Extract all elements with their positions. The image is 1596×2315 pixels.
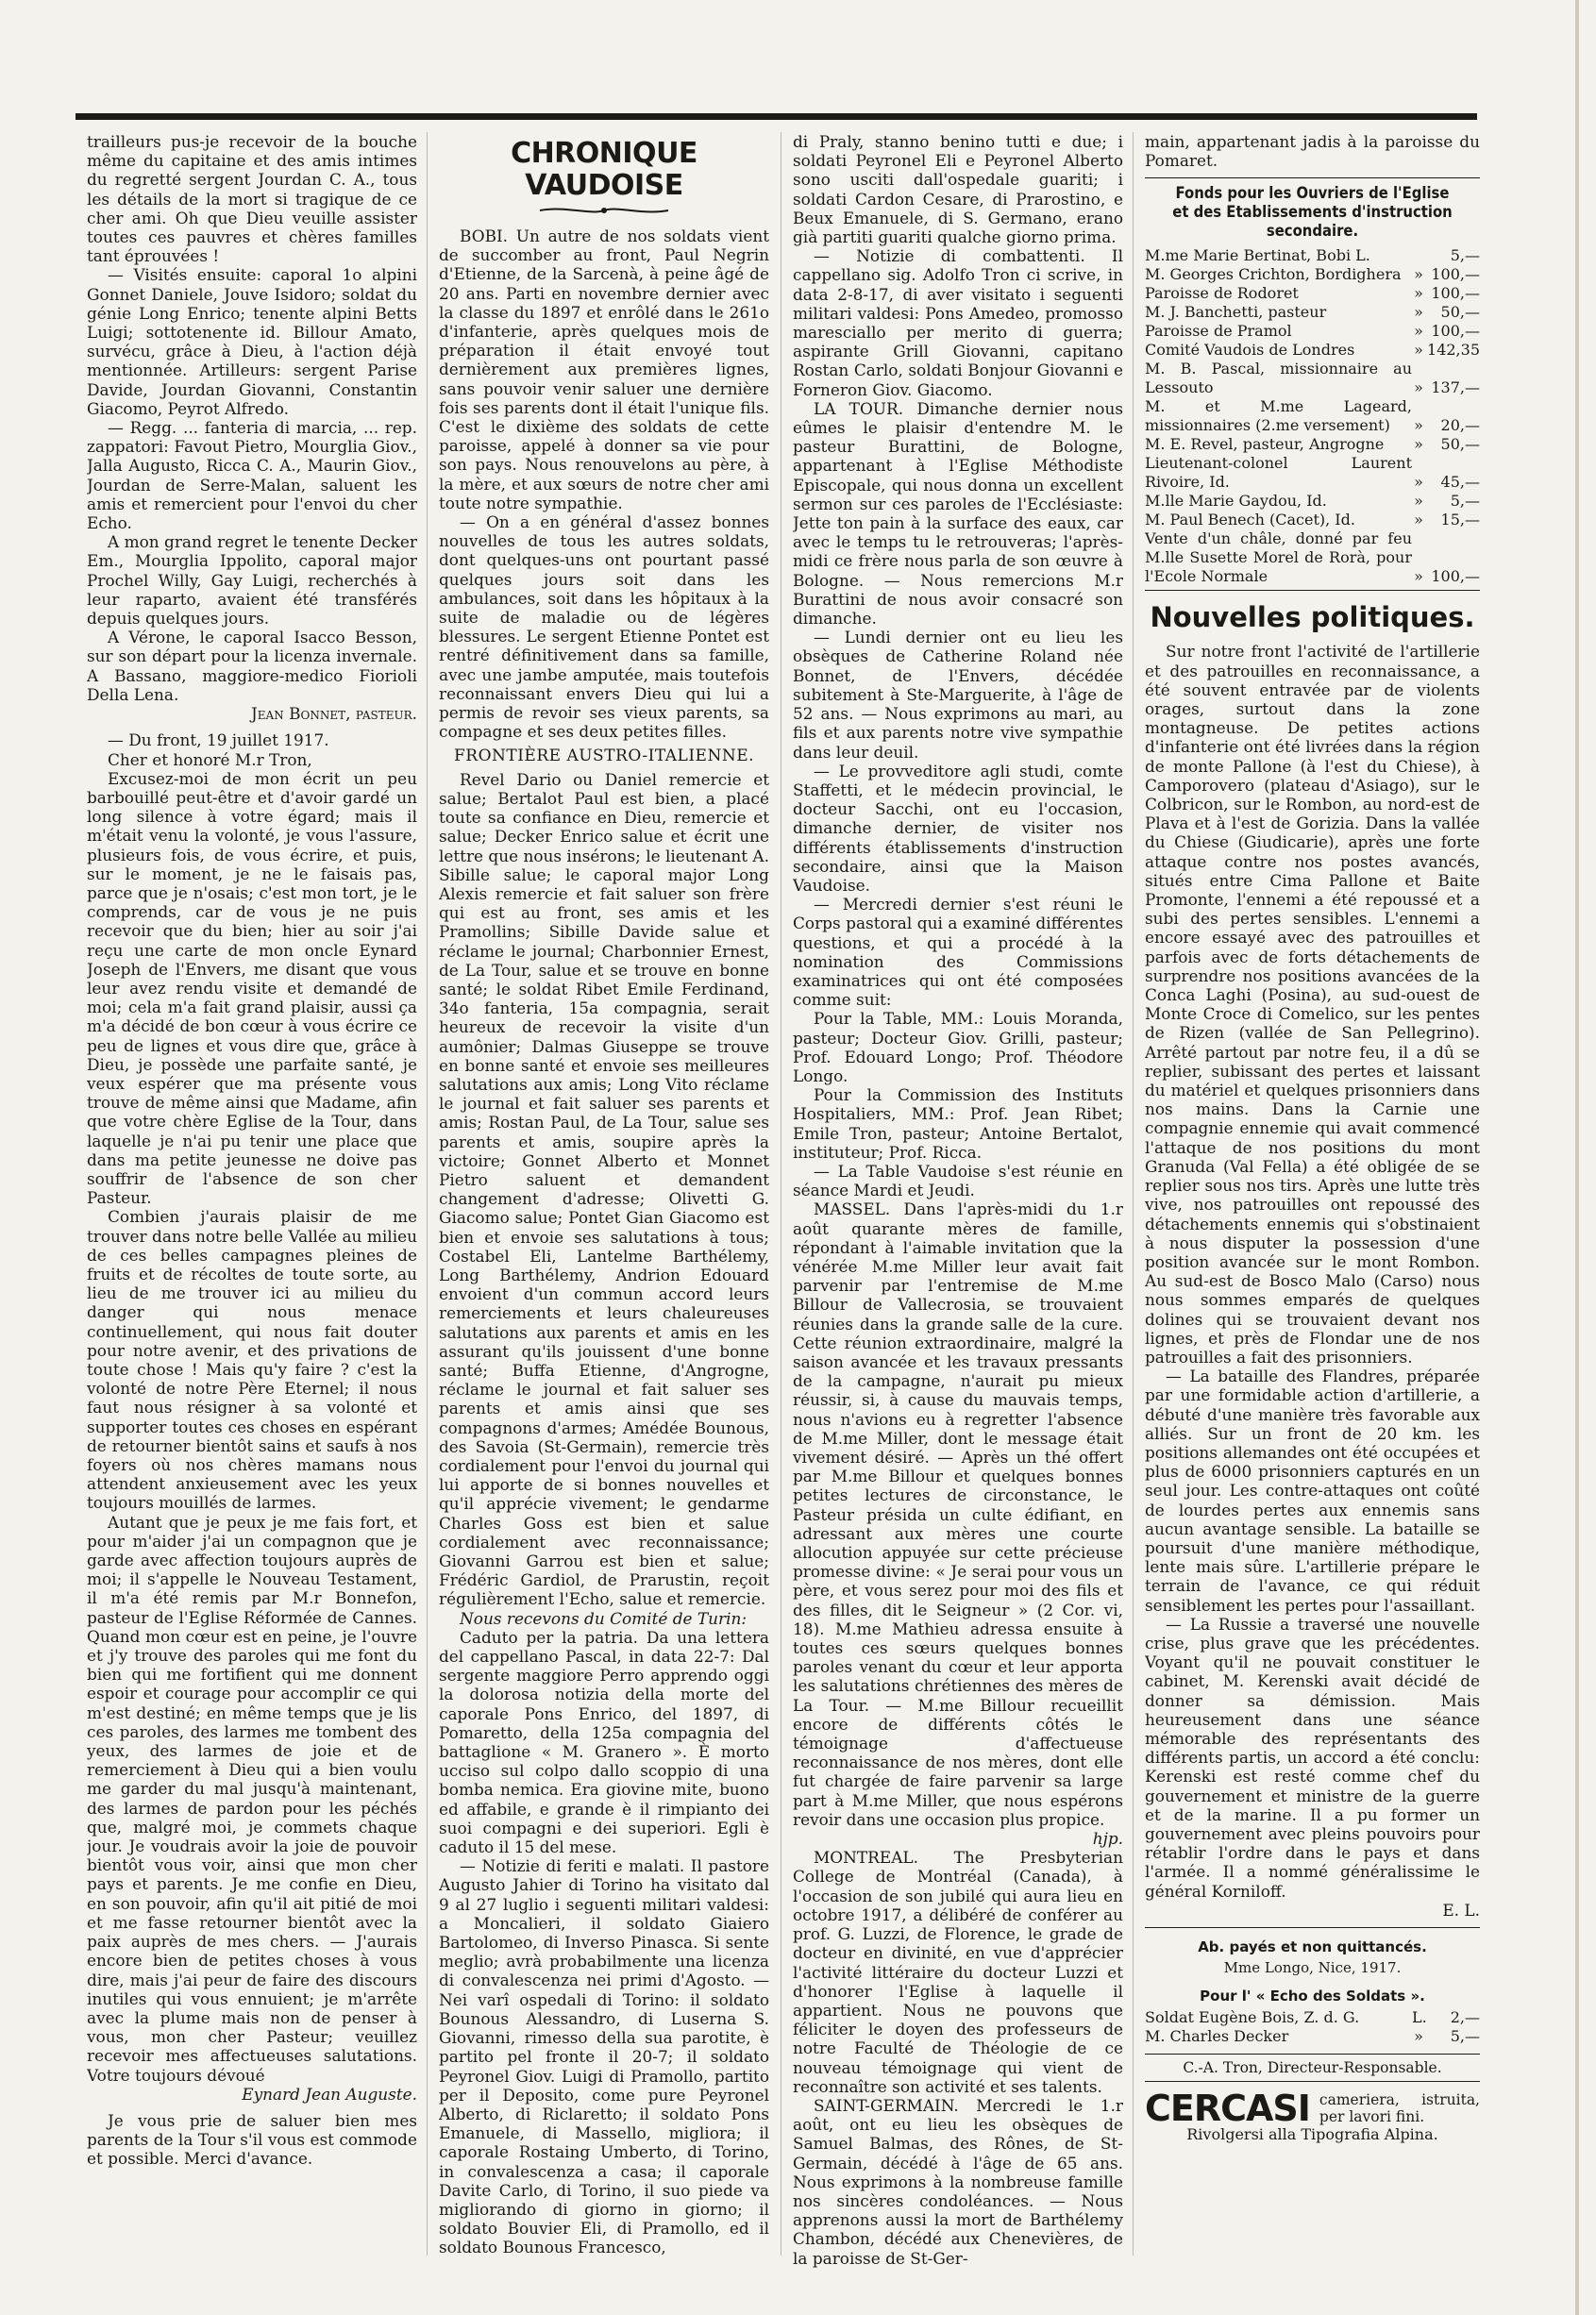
item-name: M.me Marie Bertinat, Bobi L. — [1145, 246, 1370, 265]
paragraph: — Le provveditore agli studi, comte Staffetti, et le médecin provincial, le docteur Sacchi, ont eu l'occasion, dimanche dernier, de visiter nos différents établissements d'instruction secondaire, ainsi que la Maison Vaudoise. — [793, 761, 1123, 895]
subscriptions-line: Mme Longo, Nice, 1917. — [1223, 1959, 1402, 1977]
column-divider — [427, 132, 428, 2256]
list-item — [1145, 284, 1480, 303]
fund-list — [1145, 246, 1480, 586]
list-item — [1145, 492, 1480, 511]
item-amount: 5,— — [1450, 2026, 1480, 2045]
list-item — [1145, 397, 1480, 435]
item-name: M. Paul Benech (Cacet), Id. — [1145, 511, 1355, 529]
item-name: Vente d'un châle, donné par feu M.lle Susette Morel de Rorà, pour l'Ecole Normale — [1145, 529, 1412, 586]
paragraph: di Praly, stanno benino tutti e due; i soldati Peyronel Eli e Peyronel Alberto sono usciti dall'ospedale guariti; i soldati Cardon Cesare, di Prarostino, e Beux Emanuele, di S. Germano, erano già partiti guariti qualche giorno prima. — [793, 132, 1123, 247]
paragraph: LA TOUR. Dimanche dernier nous eûmes le plaisir d'entendre M. le pasteur Burattini, de Bologne, appartenant à l'Eglise Méthodiste Episcopale, qui nous donna un excellent sermon sur ces paroles de l'Ecclésiaste: Jette ton pain à la surface des eaux, car avec le temps tu le retrouveras; l'après-midi ce frère nous parla de son œuvre à Bologne. — Nous remercions M.r Burattini de nous avoir consacré son dimanche. — [793, 398, 1123, 629]
item-amount: 100,— — [1431, 567, 1480, 586]
fund-box — [1145, 177, 1480, 591]
item-amount: 20,— — [1440, 416, 1480, 435]
item-name: Paroisse de Pramol — [1145, 322, 1292, 341]
ad-text: cameriera, istruita, per lavori fini. — [1319, 2090, 1480, 2125]
paragraph: — Regg. ... fanteria di marcia, ... rep. zappatori: Favout Pietro, Mourglia Giov., Jalla Augusto, Ricca C. A., Maurin Giov., Jourdan de Serre-Malan, saluent les amis et remercient pour l'envoi du cher Echo. — [87, 418, 417, 533]
echo-list — [1145, 2008, 1480, 2046]
list-item — [1145, 360, 1480, 397]
item-amount: 45,— — [1440, 473, 1480, 492]
subheading: FRONTIÈRE AUSTRO-ITALIENNE. — [453, 747, 755, 766]
list-item — [1145, 2027, 1480, 2046]
item-name: M. E. Revel, pasteur, Angrogne — [1145, 435, 1385, 454]
item-amount: 100,— — [1431, 284, 1480, 303]
letter-signature: Eynard Jean Auguste. — [242, 2084, 417, 2104]
paragraph: Pour la Commission des Instituts Hospitaliers, MM.: Prof. Jean Ribet; Emile Tron, pasteur; Antoine Bertalot, instituteur; Prof. Ricca. — [793, 1085, 1123, 1162]
paragraph: A mon grand regret le tenente Decker Em., Mourglia Ippolito, caporal major Prochel Willy, Gay Luigi, recherchés à leur raparto, avaient été transférés depuis quelques jours. — [87, 532, 417, 629]
list-item — [1145, 322, 1480, 341]
item-name: M. Georges Crichton, Bordighera — [1145, 265, 1402, 284]
top-rule — [76, 113, 1477, 120]
column-4 — [1145, 132, 1480, 2284]
column-1 — [87, 132, 417, 2284]
list-item — [1145, 303, 1480, 322]
letter-paragraph: Autant que je peux je me fais fort, et pour m'aider j'ai un compagnon que je garde avec affection toujours auprès de moi; il s'appelle le Nouveau Testament, il m'a été remis par M.r Bonnefon, pasteur de l'Eglise Réformée de Cannes. Quand mon cœur est en peine, je l'ouvre et j'y trouve des paroles qui me font du bien qui me fortifient qui me donnent espoir et courage pour accomplir ce qui m'est destiné; en même temps que je lis ces paroles, des larmes me tombent des yeux, des larmes de joie et de remerciement à Dieu qui a bien voulu me garder du mal jusqu'à maintenant, des larmes de pardon pour les péchés que, malgré moi, je commets chaque jour. Je voudrais avoir la joie de pouvoir bientôt vous voir, ainsi que mon cher pays et parents. Je me confie en Dieu, en son pouvoir, afin qu'il ait pitié de moi et me fasse retourner bientôt avec la paix auprès de mes chers. — J'aurais encore bien de petites choses à vous dire, mais j'ai peur de faire des discours inutiles qui vous ennuient; je m'arrête avec la plume mais non de penser à vous, mon cher Pasteur; veuillez recevoir mes affectueuses salutations. Votre toujours dévoué — [87, 1512, 417, 2085]
director-line: C.-A. Tron, Directeur-Responsable. — [1145, 2054, 1480, 2082]
subscriptions-title: Ab. payés et non quittancés. — [1198, 1938, 1427, 1956]
list-item — [1145, 529, 1480, 586]
paragraph: — Notizie di combattenti. Il cappellano sig. Adolfo Tron ci scrive, in data 2-8-17, di aver visitato i seguenti militari valdesi: Pons Amedeo, promosso maresciallo per merito di guerra; aspirante Grill Giovanni, capitano Rostan Carlo, soldati Bonjour Giovanni e Forneron Giov. Giacomo. — [793, 246, 1123, 399]
column-2 — [439, 132, 769, 2284]
letter-date: — Du front, 19 juillet 1917. — [108, 730, 329, 750]
ditto-mark: » — [1414, 511, 1423, 529]
paragraph: — On a en général d'assez bonnes nouvelles de tous les autres soldats, dont quelques-uns ont pourtant passé quelques jours soit dans les ambulances, soit dans les hôpitaux à la suite de maladie ou de légères blessures. Le sergent Etienne Pontet est rentré définitivement dans sa famille, avec une jambe amputée, mais toutefois reconnaissant envers Dieu qui lui a permis de revoir ses vieux parents, sa compagne et ses deux petites filles. — [439, 512, 769, 742]
ditto-mark: » — [1414, 416, 1423, 435]
ditto-mark: » — [1414, 303, 1423, 322]
paragraph: SAINT-GERMAIN. Mercredi le 1.r août, ont eu lieu les obsèques de Samuel Balmas, des Rônes, de St-Germain, décédé à l'âge de 65 ans. Nous exprimons à la nombreuse famille nos sincères condoléances. — Nous apprenons aussi la mort de Barthélemy Chambon, décédé aux Chenevières, de la paroisse de St-Ger- — [793, 2095, 1123, 2268]
ditto-mark: » — [1414, 284, 1423, 303]
paragraph: — Mercredi dernier s'est réuni le Corps pastoral qui a examiné différentes questions, et qui a procédé à la nomination des Commissions examinatrices qui ont été composées comme suit: — [793, 895, 1123, 1010]
item-name: Lieutenant-colonel Laurent Rivoire, Id. — [1145, 454, 1412, 492]
column-divider — [1133, 132, 1134, 2256]
ditto-mark: » — [1414, 567, 1423, 586]
ditto-mark: » — [1414, 435, 1423, 454]
list-item — [1145, 454, 1480, 492]
list-item — [1145, 341, 1480, 360]
paragraph: Pour la Table, MM.: Louis Moranda, pasteur; Docteur Giov. Grilli, pasteur; Prof. Edouard Longo; Prof. Théodore Longo. — [793, 1009, 1123, 1085]
letter-paragraph: Excusez-moi de mon écrit un peu barbouillé peut-être et d'avoir gardé un long silence à votre égard; mais il m'était venu la volonté, je vous l'assure, plusieurs fois, de vous écrire, et puis, sur le moment, je ne le faisais pas, parce que je n'osais; c'est mon tort, je le comprends, car de vous je ne puis recevoir que du bien; hier au soir j'ai reçu une carte de mon oncle Eynard Joseph de l'Envers, me disant que vous leur avez rendu visite et demandé de moi; cela m'a fait grand plaisir, aussi ça m'a décidé de bon cœur à vous écrire ce peu de lignes et vous dire que, grâce à Dieu, je possède une parfaite santé, je veux espérer que ma présente vous trouve de même ainsi que Madame, afin que votre chère Eglise de la Tour, dans laquelle je n'ai pu tenir une place que dans ma petite jeunesse ne doive pas souffrir de l'absence de son cher Pasteur. — [87, 768, 417, 1208]
item-name: M.lle Marie Gaydou, Id. — [1145, 492, 1327, 511]
echo-title: Pour l' « Echo des Soldats ». — [1200, 1988, 1425, 2005]
page-edge — [1575, 0, 1579, 2315]
paragraph: trailleurs pus-je recevoir de la bouche même du capitaine et des amis intimes du regretté sergent Jourdan C. A., tous les détails de la mort si tragique de ce cher ami. Oh que Dieu veuille assister toutes ces pauvres et chères familles tant éprouvées ! — [87, 132, 417, 266]
signature: Jean Bonnet, pasteur. — [251, 704, 417, 724]
item-amount: 5,— — [1450, 246, 1480, 265]
item-name: M. Charles Decker — [1145, 2026, 1289, 2045]
closing-paragraph: Je vous prie de saluer bien mes parents de la Tour s'il vous est commode et possible. Merci d'avance. — [87, 2110, 417, 2169]
signature: E. L. — [1442, 1900, 1480, 1920]
item-name: M. et M.me Lageard, missionnaires (2.me versement) — [1145, 397, 1412, 435]
item-name: M. B. Pascal, missionnaire au Lessouto — [1145, 360, 1412, 397]
item-amount: 100,— — [1431, 322, 1480, 341]
paragraph: MASSEL. Dans l'après-midi du 1.r août quarante mères de famille, répondant à l'aimable invitation que la vénérée M.me Miller leur avait fait parvenir par l'entremise de M.me Billour de Vallecrosia, se trouvaient réunies dans la grande salle de la cure. Cette réunion extraordinaire, malgré la saison avancée et les travaux pressants de la campagne, n'aurait pu mieux réussir, si, à cause du mauvais temps, nous n'avions eu à regretter l'absence de M.me Miller, dont le message était vivement désiré. — Après un thé offert par M.me Billour et quelques bonnes petites lectures de circonstance, le Pasteur présida un culte édifiant, en adressant aux mères une courte allocution appuyée sur cette précieuse promesse divine: « Je serai pour vous un père, et vous serez pour moi des fils et des filles, dit le Seigneur » (2 Cor. vi, 18). M.me Mathieu adressa ensuite à toutes ces sœurs quelques bonnes paroles venant du cœur et leur apporta les salutations chrétiennes des mères de La Tour. — M.me Billour recueillit encore de différents côtés le témoignage d'affectueuse reconnaissance de nos mères, dont elle fut chargée de faire parvenir sa large part à M.me Miller, que nous espérons revoir dans une occasion plus propice. — [793, 1199, 1123, 1829]
item-name: Paroisse de Rodoret — [1145, 284, 1299, 303]
item-name: M. J. Banchetti, pasteur — [1145, 303, 1327, 322]
flourish-ornament — [538, 204, 670, 217]
paragraph: A Vérone, le caporal Isacco Besson, sur son départ pour la licenza invernale. A Bassano, maggiore-medico Fiorioli Della Lena. — [87, 628, 417, 704]
ditto-mark: » — [1414, 265, 1423, 284]
ditto-mark: » — [1414, 2026, 1423, 2045]
paragraph: — La Table Vaudoise s'est réunie en séance Mardi et Jeudi. — [793, 1161, 1123, 1200]
ditto-mark: » — [1414, 492, 1423, 511]
ditto-mark: » — [1414, 322, 1423, 341]
paragraph: — La Russie a traversé une nouvelle crise, plus grave que les précédentes. Voyant qu'il ne pouvait constituer le cabinet, M. Kerenski avait décidé de donner sa démission. Mais heureusement dans une séance mémorable des représentants des différents partis, un accord a été conclu: Kerenski est resté comme chef du gouvernement et ministre de la guerre et de la marine. Il a pu former un gouvernement avec pleins pouvoirs pour rétablir l'ordre dans le pays et dans l'armée. Il a nommé généralissime le général Korniloff. — [1145, 1614, 1480, 1901]
paragraph: Sur notre front l'activité de l'artillerie et des patrouilles en reconnaissance, a été souvent entravée par de violents orages, surtout dans la zone montagneuse. De petites actions d'infanterie ont été livrées dans la région de monte Pallone (à l'est du Chiese), à Camporovero (plateau d'Asiago), sur le Colbricon, sur le Rombon, au nord-est de Plava et à l'est de Gorizia. Dans la vallée du Chiese (Giudicarie), après une forte attaque contre nos postes avancés, situés entre Cima Pallone et Baite Promonte, l'ennemi a été repoussé et a subi des pertes sensibles. L'ennemi a encore essayé avec des patrouilles et parfois avec de forts détachements de surprendre nos positions avancées de la Conca Laghi (Posina), au sud-ouest de Monte Croce di Comelico, sur les pentes de Rizen (vallée de San Pellegrino). Arrêté partout par notre feu, il a dû se replier, subissant des pertes et laissant du matériel et quelques prisonniers dans nos mains. Dans la Carnie une compagnie ennemie qui avait commencé l'attaque de nos positions du mont Granuda (Val Fella) a été obligée de se replier sous nos tirs. Après une lutte très vive, nos patrouilles ont repoussé des détachements ennemis qui s'obstinaient à nous disputer la possession d'une position avancée sur le mont Rombon. Au sud-est de Bosco Malo (Carso) nous nous sommes emparés de quelques dolines qui se trouvaient devant nos lignes, et près de Flondar une de nos patrouilles a fait des prisonniers. — [1145, 642, 1480, 1367]
item-amount: 50,— — [1440, 303, 1480, 322]
paragraph: main, appartenant jadis à la paroisse du Pomaret. — [1145, 132, 1480, 171]
paragraph: BOBI. Un autre de nos soldats vient de succomber au front, Paul Negrin d'Etienne, de la Sarcenà, à peine âgé de 20 ans. Parti en novembre dernier avec la classe du 1897 et enrôlé dans le 261o d'infanterie, après quelques mois de préparation il était envoyé tout dernièrement aux premières lignes, sans pouvoir venir saluer une dernière fois ses parents dont il était l'unique fils. C'est le dixième des soldats de cette paroisse, appelé à donner sa vie pour son pays. Nous renouvelons au père, à la mère, et aux sœurs de notre cher ami toute notre sympathie. — [439, 226, 769, 512]
ditto-mark: » — [1414, 473, 1423, 492]
paragraph: Revel Dario ou Daniel remercie et salue; Bertalot Paul est bien, a placé toute sa confiance en Dieu, remercie et salue; Decker Enrico salue et écrit une lettre que nous insérons; le lieutenant A. Sibille salue; le caporal major Long Alexis remercie et fait saluer son frère qui est au front, ses amis et les Pramollins; Sibille Davide salue et réclame le journal; Charbonnier Ernest, de La Tour, salue et se trouve en bonne santé; le soldat Ribet Emile Ferdinand, 34o fanteria, 15a compagnia, serait heureux de recevoir la visite d'un aumônier; Dalmas Giuseppe se trouve en bonne santé et envoie ses meilleures salutations aux amis; Long Vito réclame le journal et fait saluer ses parents et amis; Rostan Paul, de La Tour, salue ses parents et amis, soupire après la victoire; Gonnet Alberto et Monnet Pietro saluent et demandent changement d'adresse; Olivetti G. Giacomo salue; Pontet Gian Giacomo est bien et envoie ses salutations à tous; Costabel Eli, Lantelme Barthélemy, Long Barthélemy, Andrion Edouard envoient d'un commun accord leurs remerciements et leurs chaleureuses salutations aux parents et amis en les assurant qu'ils jouissent d'une bonne santé; Buffa Etienne, d'Angrogne, réclame le journal et fait saluer ses parents et amis ainsi que ses compagnons d'armes; Amédée Bounous, des Savoia (St-Germain), remercie très cordialement pour l'envoi du journal qui lui apporte de si bonnes nouvelles et qu'il apprécie vivement; le gendarme Charles Goss est bien et salue cordialement avec reconnaissance; Giovanni Garrou est bien et salue; Frédéric Gardiol, de Prarustin, reçoit régulièrement l'Echo, salue et remercie. — [439, 769, 769, 1609]
classified-ad — [1145, 2087, 1480, 2129]
signature: hjp. — [1092, 1829, 1123, 1849]
section-heading: CHRONIQUE VAUDOISE — [511, 137, 697, 202]
paragraph: — Notizie di feriti e malati. Il pastore Augusto Jahier di Torino ha visitato dal 9 al 27 luglio i seguenti militari valdesi: a Moncalieri, il soldato Giaiero Bartolomeo, di Inverso Pinasca. Si sente meglio; avrà probabilmente una licenza di convalescenza nei primi d'Agosto. — Nei varî ospedali di Torino: il soldato Bounous Alessandro, di Luserna S. Giovanni, rimesso della sua parotite, è partito pel fronte il 20-7; il soldato Peyronel Giov. Luigi di Pramollo, partito per il Deposito, come pure Peyronel Alberto, di Riclaretto; il soldato Pons Emanuele, di Massello, migliora; il caporale Rostaing Umberto, di Torino, in convalescenza a casa; il caporale Davite Carlo, di Torino, il suo piede va migliorando di giorno in giorno; il soldato Bouvier Eli, di Pramollo, ed il soldato Bounous Francesco, — [439, 1856, 769, 2257]
paragraph: MONTREAL. The Presbyterian College de Montréal (Canada), à l'occasion de son jubilé qui aura lieu en octobre 1917, a délibéré de conférer au prof. G. Luzzi, de Florence, le grade de docteur en divinité, en vue d'apprécier l'activité littéraire du docteur Luzzi et d'honorer l'Eglise à laquelle il appartient. Nous ne pouvons que féliciter le doyen des professeurs de notre Faculté de Théologie de ce nouveau témoignage qui vient de reconnaître son activité et ses talents. — [793, 1848, 1123, 2096]
paragraph: Caduto per la patria. Da una lettera del cappellano Pascal, in data 22-7: Dal sergente maggiore Perro apprendo oggi la dolorosa notizia della morte del caporale Pons Enrico, del 1897, di Pomaretto, della 125a compagnia del battaglione « M. Granero ». È morto ucciso sul colpo dallo scoppio di una bomba nemica. Era giovine mite, buono ed affabile, e grande è il rimpianto dei suoi compagni e dei superiori. Egli è caduto il 15 del mese. — [439, 1627, 769, 1857]
paragraph: — Visités ensuite: caporal 1o alpini Gonnet Daniele, Jouve Isidoro; soldat du génie Long Enrico; tenente alpini Betts Luigi; sottotenente id. Billour Amato, survécu, grâce à Dieu, à l'action déjà mentionnée. Artilleurs: sergent Parise Davide, Jourdan Giovanni, Constantin Giacomo, Peyrot Alfredo. — [87, 265, 417, 418]
ad-contact: Rivolgersi alla Tipografia Alpina. — [1186, 2124, 1438, 2143]
item-amount: 137,— — [1431, 378, 1480, 397]
list-item — [1145, 2008, 1480, 2027]
turin-intro: Nous recevons du Comité de Turin: — [460, 1608, 748, 1628]
paragraph: — La bataille des Flandres, préparée par une formidable action d'artillerie, a débuté d'une manière très favorable aux alliés. Sur un front de 20 km. les positions allemandes ont été occupées et plus de 6000 prisonniers capturés en un seul jour. Les contre-attaques ont coûté de lourdes pertes aux ennemis sans aucun avantage sensible. La bataille se poursuit d'une manière méthodique, lente mais sûre. L'artillerie prépare le terrain de l'avance, ce qui réduit sensiblement les pertes pour l'assaillant. — [1145, 1367, 1480, 1615]
column-3 — [793, 132, 1123, 2284]
list-item — [1145, 265, 1480, 284]
fund-title: Fonds pour les Ouvriers de l'Eglise et des Etablissements d'instruction secondaire. — [1172, 184, 1453, 241]
item-amount: 142,35 — [1427, 341, 1480, 360]
item-amount: 50,— — [1440, 435, 1480, 454]
item-name: Comité Vaudois de Londres — [1145, 341, 1355, 360]
politics-heading: Nouvelles politiques. — [1150, 601, 1475, 634]
ad-headline: CERCASI — [1145, 2087, 1310, 2129]
list-item — [1145, 435, 1480, 454]
letter-paragraph: Combien j'aurais plaisir de me trouver dans notre belle Vallée au milieu de ces belles campagnes pleines de fruits et de récoltes de toute sorte, au lieu de me trouver ici au milieu du danger qui nous menace continuellement, qui nous fait douter pour notre avenir, et des privations de toute chose ! Mais qu'y faire ? c'est la volonté de notre Père Eternel; il nous faut nous résigner à sa volonté et supporter toutes ces choses en espérant de retourner bientôt sains et saufs à nos foyers où nos chères mamans nous attendent anxieusement avec les yeux toujours mouillés de larmes. — [87, 1207, 417, 1513]
ditto-mark: » — [1414, 378, 1423, 397]
item-name: Soldat Eugène Bois, Z. d. G. — [1145, 2007, 1360, 2026]
item-amount: 2,— — [1450, 2007, 1480, 2026]
item-amount: 100,— — [1431, 265, 1480, 284]
item-amount: 15,— — [1440, 511, 1480, 529]
letter-salutation: Cher et honoré M.r Tron, — [108, 749, 312, 769]
item-amount: 5,— — [1450, 492, 1480, 511]
paragraph: — Lundi dernier ont eu lieu les obsèques de Catherine Roland née Bonnet, de l'Envers, décédée subitement à Ste-Marguerite, à l'âge de 52 ans. — Nous exprimons au mari, au fils et aux parents notre vive sympathie dans leur deuil. — [793, 628, 1123, 762]
ditto-mark: L. — [1412, 2007, 1427, 2026]
list-item — [1145, 246, 1480, 265]
list-item — [1145, 511, 1480, 529]
ditto-mark: » — [1414, 341, 1423, 360]
